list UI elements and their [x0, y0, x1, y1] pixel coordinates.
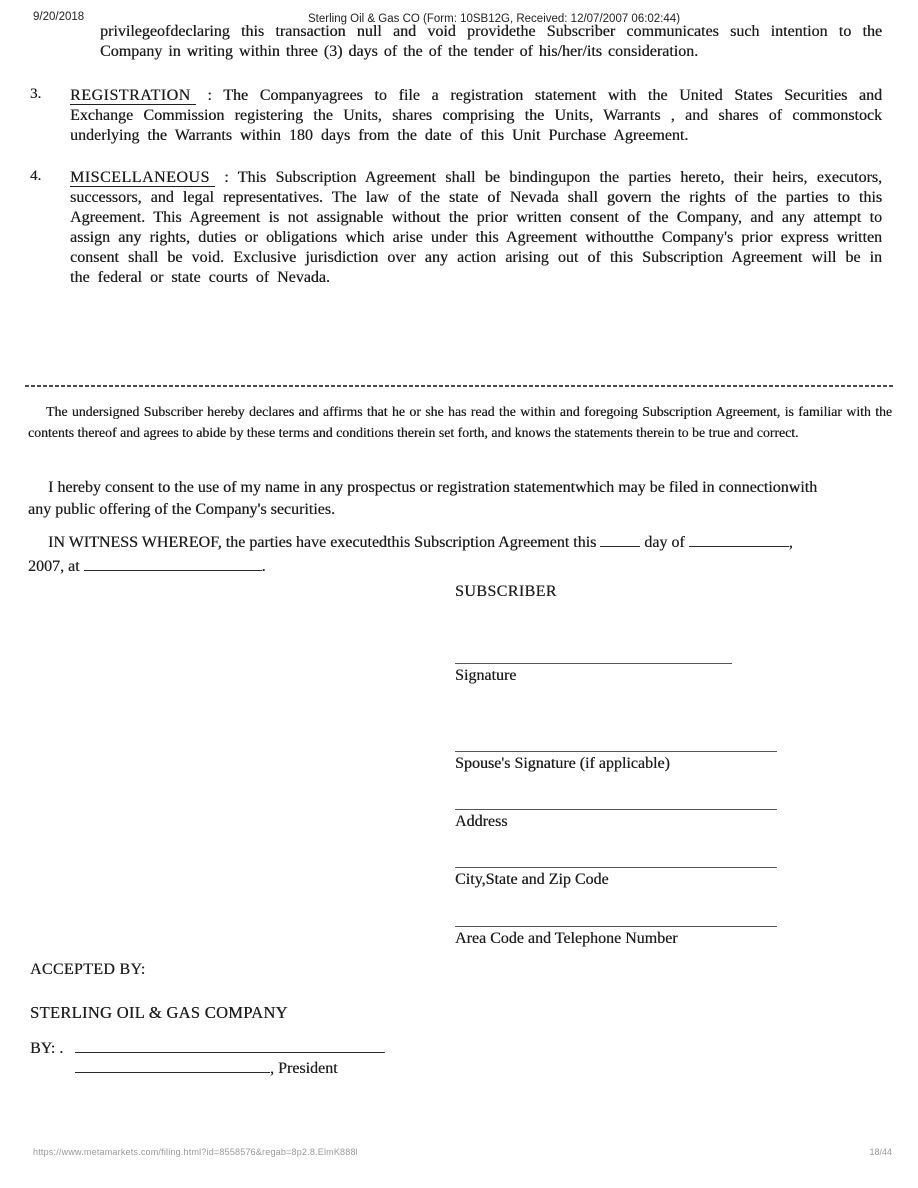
address-field [455, 809, 777, 831]
witness-comma: , [788, 534, 793, 551]
address-label: Address [455, 813, 508, 830]
company-name: STERLING OIL & GAS COMPANY [30, 1003, 288, 1022]
subscriber-heading: SUBSCRIBER [455, 583, 557, 600]
president-row [75, 1058, 338, 1078]
signature-line [455, 663, 732, 664]
consent-paragraph: I hereby consent to the use of my name in any prospectus or registration statementwhich may be filed in connectionwith any public offering of the Company's securities. [28, 479, 818, 518]
by-signature-line [75, 1038, 385, 1053]
clause-number: 3. [30, 86, 42, 102]
clause-heading: REGISTRATION [70, 87, 196, 105]
signature-line [455, 809, 777, 810]
blank-month-line [689, 532, 789, 547]
clause-registration [30, 86, 882, 146]
city-state-zip-field [455, 867, 777, 889]
witness-period: . [261, 558, 266, 575]
clause-text: : The Companyagrees to file a registration statement with the United States Securities and Exchange Commission registering the Units, shares comprising the Units, Warrants , and shares of commonstock underlying the Warrants within 180 days from the date of this Unit Purchase Agreement. [70, 87, 883, 144]
clause-text: : This Subscription Agreement shall be bindingupon the parties hereto, their heirs, executors, successors, and legal representatives. The law of the state of Nevada shall govern the rights of the parties to this Agreement. This Agreement is not assignable without the prior written consent of the Company, and any attempt to assign any rights, duties or obligations which arise under this Agreement withoutthe Company's prior express written consent shall be void. Exclusive jurisdiction over any action arising out of this Subscription Agreement will be in the federal or state courts of Nevada. [70, 169, 883, 286]
clause-miscellaneous [30, 168, 882, 288]
witness-year: 2007, at [28, 558, 80, 575]
signature-line [455, 926, 777, 927]
witness-mid: day of [644, 534, 685, 551]
telephone-field [455, 926, 777, 948]
blank-day-line [600, 532, 640, 547]
clause-heading: MISCELLANEOUS [70, 169, 215, 187]
print-title: Sterling Oil & Gas CO (Form: 10SB12G, Received: 12/07/2007 06:02:44) [308, 13, 681, 25]
declaration-paragraph: The undersigned Subscriber hereby declares and affirms that he or she has read the within and foregoing Subscription Agreement, is familiar with the contents thereof and agrees to abide by these terms and conditions therein set forth, and knows the statements therein to be true and correct. [28, 404, 892, 440]
print-date: 9/20/2018 [33, 11, 85, 23]
clause-number: 4. [30, 168, 42, 184]
president-name-line [75, 1058, 270, 1073]
footer-url: https://www.metamarkets.com/filing.html?id=8558576&regab=8p2.8.ElmK888l [33, 1147, 358, 1157]
clause-body [70, 86, 882, 146]
accepted-by-label: ACCEPTED BY: [30, 961, 146, 978]
dashed-divider [25, 385, 893, 387]
continuation-paragraph: privilegeofdeclaring this transaction null and void providethe Subscriber communicates such intention to the Company in writing within three (3) days of the of the tender of his/her/its consideration. [100, 23, 882, 60]
spouse-signature-field [455, 751, 777, 773]
witness-clause [28, 531, 890, 579]
spouse-signature-label: Spouse's Signature (if applicable) [455, 755, 670, 772]
blank-place-line [84, 556, 262, 571]
president-label: , President [270, 1060, 338, 1077]
signature-label: Signature [455, 667, 517, 684]
signature-line [455, 751, 777, 752]
clause-body [70, 168, 882, 288]
signature-line [455, 867, 777, 868]
telephone-label: Area Code and Telephone Number [455, 930, 678, 947]
by-label: BY: . [30, 1040, 64, 1057]
signature-field [455, 663, 732, 685]
footer-page-number: 18/44 [869, 1147, 892, 1157]
by-row [30, 1038, 385, 1058]
witness-prefix: IN WITNESS WHEREOF, the parties have executedthis Subscription Agreement this [48, 534, 597, 551]
city-state-zip-label: City,State and Zip Code [455, 871, 609, 888]
